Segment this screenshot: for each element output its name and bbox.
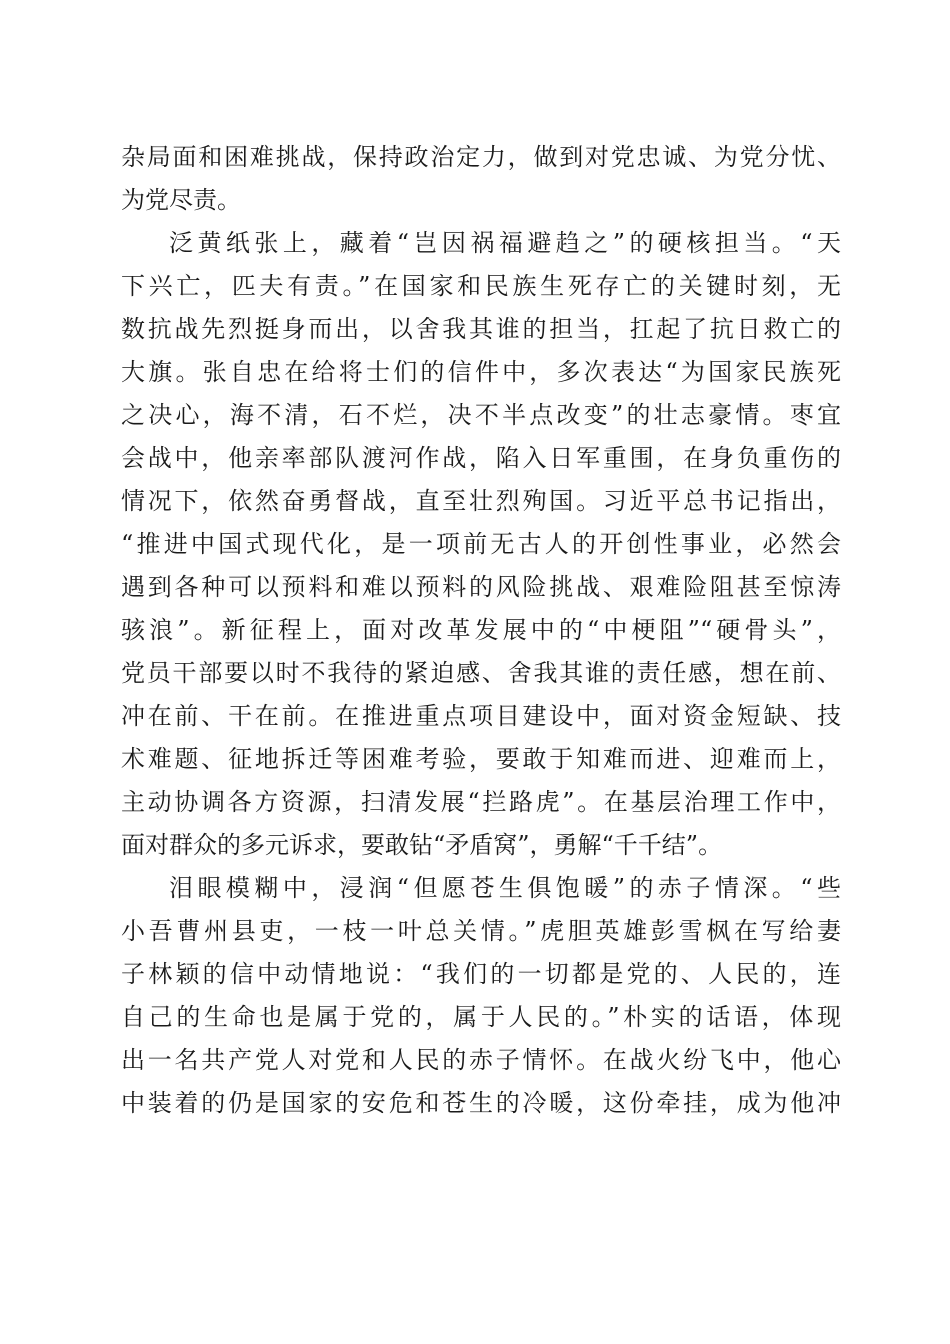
text-line: 骇浪”。新征程上，面对改革发展中的“中梗阻”“硬骨头”，: [121, 616, 841, 644]
text-line: 子林颖的信中动情地说：“我们的一切都是党的、人民的，连: [121, 960, 841, 988]
text-line: “推进中国式现代化，是一项前无古人的开创性事业，必然会: [121, 530, 841, 558]
text-line: 党员干部要以时不我待的紧迫感、舍我其谁的责任感，想在前、: [121, 659, 841, 687]
text-line: 大旗。张自忠在给将士们的信件中，多次表达“为国家民族死: [121, 358, 841, 386]
text-line: 会战中，他亲率部队渡河作战，陷入日军重围，在身负重伤的: [121, 444, 841, 472]
text-line: 数抗战先烈挺身而出，以舍我其谁的担当，扛起了抗日救亡的: [121, 315, 841, 343]
text-line: 小吾曹州县吏，一枝一叶总关情。”虎胆英雄彭雪枫在写给妻: [121, 917, 841, 945]
text-line: 中装着的仍是国家的安危和苍生的冷暖，这份牵挂，成为他冲: [121, 1089, 841, 1117]
text-line: 主动协调各方资源，扫清发展“拦路虎”。在基层治理工作中，: [121, 788, 841, 816]
body-text: [121, 136, 841, 1125]
paragraph-first-line: 泪眼模糊中，浸润“但愿苍生俱饱暖”的赤子情深。“些: [169, 874, 841, 902]
text-line: 之决心，海不清，石不烂，决不半点改变”的壮志豪情。枣宜: [121, 401, 841, 429]
paragraph-first-line: 泛黄纸张上，藏着“岂因祸福避趋之”的硬核担当。“天: [169, 229, 841, 257]
text-line: 下兴亡，匹夫有责。”在国家和民族生死存亡的关键时刻，无: [121, 272, 841, 300]
text-line: 面对群众的多元诉求，要敢钻“矛盾窝”，勇解“千千结”。: [121, 831, 723, 859]
text-line: 出一名共产党人对党和人民的赤子情怀。在战火纷飞中，他心: [121, 1046, 841, 1074]
text-line: 为党尽责。: [121, 186, 241, 214]
text-line: 术难题、征地拆迁等困难考验，要敢于知难而进、迎难而上，: [121, 745, 841, 773]
text-line: 遇到各种可以预料和难以预料的风险挑战、艰难险阻甚至惊涛: [121, 573, 841, 601]
text-line: 自己的生命也是属于党的，属于人民的。”朴实的话语，体现: [121, 1003, 841, 1031]
text-line: 冲在前、干在前。在推进重点项目建设中，面对资金短缺、技: [121, 702, 841, 730]
text-line: 杂局面和困难挑战，保持政治定力，做到对党忠诚、为党分忧、: [121, 143, 841, 171]
text-line: 情况下，依然奋勇督战，直至壮烈殉国。习近平总书记指出，: [121, 487, 841, 515]
